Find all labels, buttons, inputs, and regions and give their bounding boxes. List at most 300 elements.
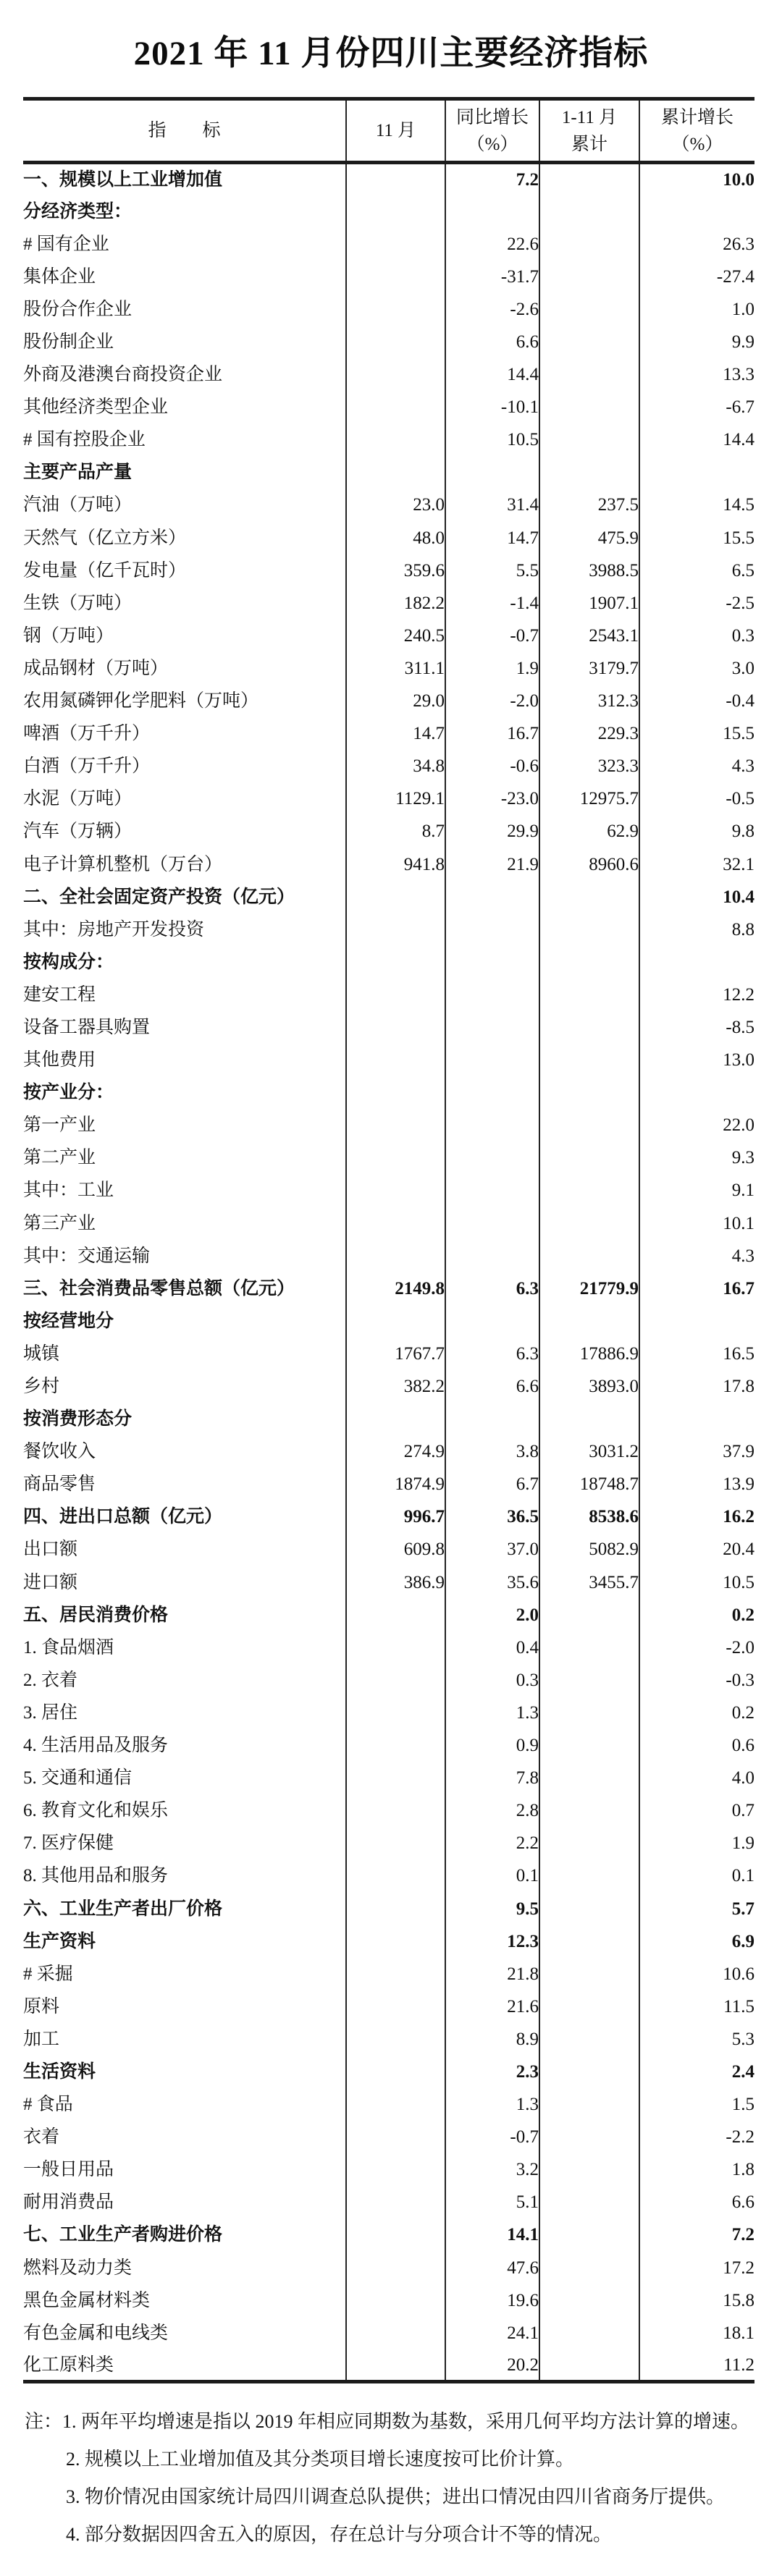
value-november [346,2023,445,2056]
page-title: 2021 年 11 月份四川主要经济指标 [133,35,649,72]
value-cumulative [539,2121,639,2153]
value-yoy-growth: 2.0 [445,1599,539,1631]
table-row [23,1794,754,1827]
value-cumulative [539,261,639,293]
header-indicator [23,99,346,163]
indicator-label: 按产业分： [23,1083,114,1103]
header-cumulative [539,99,639,163]
value-cumulative [539,1011,639,1044]
indicator-label: 其中：工业 [23,1181,114,1201]
value-cumulative-growth: 1.8 [639,2153,754,2186]
value-yoy-growth [445,946,539,979]
table-row [23,946,754,979]
value-november: 359.6 [346,554,445,587]
value-yoy-growth: 12.3 [445,1925,539,1958]
indicator-label: 五、居民消费价格 [23,1605,169,1625]
value-yoy-growth: 3.8 [445,1435,539,1468]
value-cumulative-growth [639,1403,754,1435]
value-cumulative: 5082.9 [539,1533,639,1566]
value-cumulative [539,1207,639,1240]
value-yoy-growth [445,1076,539,1109]
table-row [23,1403,754,1435]
header-cumulative-growth-line2: （%） [671,134,723,154]
value-november: 8.7 [346,815,445,848]
value-cumulative-growth: 17.8 [639,1370,754,1403]
value-yoy-growth [445,1174,539,1207]
indicator-label: 第二产业 [23,1148,96,1168]
value-november: 2149.8 [346,1272,445,1305]
table-row [23,2284,754,2317]
value-cumulative: 237.5 [539,489,639,521]
table-row [23,652,754,685]
value-cumulative [539,1794,639,1827]
value-cumulative-growth: 0.2 [639,1599,754,1631]
value-yoy-growth [445,1109,539,1141]
value-cumulative [539,163,639,195]
value-cumulative-growth: -0.5 [639,782,754,815]
value-november [346,228,445,261]
indicator-label: 化工原料类 [23,2355,114,2375]
value-yoy-growth: 0.4 [445,1631,539,1664]
header-november-label: 11 月 [375,121,416,140]
value-yoy-growth: 19.6 [445,2284,539,2317]
value-november [346,1664,445,1697]
value-cumulative-growth: 6.6 [639,2186,754,2218]
indicator-label: 天然气（亿立方米） [23,528,187,548]
value-yoy-growth: 14.7 [445,522,539,554]
value-yoy-growth: 2.3 [445,2056,539,2088]
indicator-label: 分经济类型： [23,201,133,221]
value-november: 311.1 [346,652,445,685]
note-item: 3. 物价情况由国家统计局四川调查总队提供；进出口情况由四川省商务厅提供。 [66,2486,726,2507]
value-yoy-growth: 14.1 [445,2218,539,2251]
value-cumulative-growth: 4.3 [639,750,754,782]
value-cumulative [539,881,639,913]
table-row [23,2056,754,2088]
indicator-label: 1. 食品烟酒 [23,1637,114,1657]
value-cumulative [539,1174,639,1207]
value-cumulative [539,1599,639,1631]
note-item: 4. 部分数据因四舍五入的原因，存在总计与分项合计不等的情况。 [66,2524,613,2545]
value-november [346,1044,445,1076]
indicator-label: 四、进出口总额（亿元） [23,1507,223,1527]
value-yoy-growth: 6.6 [445,1370,539,1403]
value-cumulative-growth: 37.9 [639,1435,754,1468]
value-yoy-growth [445,1403,539,1435]
value-cumulative [539,1403,639,1435]
value-november [346,1859,445,1892]
value-november [346,2349,445,2382]
value-cumulative-growth [639,946,754,979]
value-november [346,2121,445,2153]
value-yoy-growth: -2.6 [445,293,539,326]
indicator-label: 餐饮收入 [23,1442,96,1462]
value-yoy-growth: 10.5 [445,423,539,456]
table-row [23,261,754,293]
value-november [346,1599,445,1631]
table-row [23,1370,754,1403]
value-cumulative [539,2023,639,2056]
value-cumulative-growth: 5.7 [639,1892,754,1925]
indicator-label: 六、工业生产者出厂价格 [23,1899,223,1919]
value-yoy-growth: 1.3 [445,1697,539,1729]
value-cumulative-growth: 15.5 [639,522,754,554]
value-november [346,1403,445,1435]
table-row [23,2023,754,2056]
table-row [23,1011,754,1044]
value-november [346,2056,445,2088]
table-row [23,1174,754,1207]
value-cumulative-growth: 9.8 [639,815,754,848]
value-november [346,1697,445,1729]
value-yoy-growth: 36.5 [445,1500,539,1533]
value-november [346,1990,445,2023]
value-november [346,195,445,228]
indicator-label: 股份合作企业 [23,299,133,319]
value-cumulative-growth: -6.7 [639,391,754,423]
indicator-label: 其中：交通运输 [23,1246,151,1266]
value-cumulative-growth: 6.9 [639,1925,754,1958]
value-cumulative-growth: 5.3 [639,2023,754,2056]
value-cumulative-growth: 14.4 [639,423,754,456]
notes [25,2410,757,2561]
value-cumulative: 12975.7 [539,782,639,815]
value-november [346,1925,445,1958]
value-cumulative [539,2056,639,2088]
table-row [23,1141,754,1174]
value-november [346,1011,445,1044]
value-cumulative [539,2252,639,2284]
indicator-label: 啤酒（万千升） [23,724,151,744]
value-november [346,979,445,1011]
indicator-label: 钢（万吨） [23,625,114,646]
value-cumulative: 21779.9 [539,1272,639,1305]
value-november [346,163,445,195]
value-yoy-growth: 14.4 [445,358,539,391]
indicator-label: 股份制企业 [23,332,114,352]
indicator-label: 电子计算机整机（万台） [23,854,223,874]
value-yoy-growth: 31.4 [445,489,539,521]
value-november [346,2317,445,2349]
indicator-label: 6. 教育文化和娱乐 [23,1801,169,1821]
value-november [346,881,445,913]
value-november: 29.0 [346,685,445,717]
table-body [23,163,754,2382]
value-cumulative: 1907.1 [539,587,639,620]
value-cumulative [539,2088,639,2121]
value-cumulative-growth: -2.2 [639,2121,754,2153]
value-yoy-growth: -10.1 [445,391,539,423]
value-yoy-growth [445,456,539,489]
value-yoy-growth: 5.1 [445,2186,539,2218]
indicator-label: 7. 医疗保健 [23,1833,114,1854]
table-row [23,554,754,587]
indicator-label: 设备工器具购置 [23,1017,151,1037]
value-cumulative-growth: 6.5 [639,554,754,587]
value-cumulative [539,2317,639,2349]
indicator-label: 有色金属和电线类 [23,2323,169,2343]
indicator-label: 其他费用 [23,1050,96,1070]
table-row [23,848,754,880]
value-november [346,423,445,456]
value-cumulative-growth [639,1305,754,1338]
indicator-label: 加工 [23,2029,60,2049]
value-cumulative-growth [639,456,754,489]
table-row [23,2349,754,2382]
value-cumulative-growth: 8.8 [639,913,754,946]
value-yoy-growth: 2.2 [445,1827,539,1859]
indicators-table [23,97,754,2383]
value-yoy-growth: 20.2 [445,2349,539,2382]
value-yoy-growth: 21.8 [445,1958,539,1990]
table-row [23,717,754,750]
value-november [346,1076,445,1109]
value-cumulative [539,1892,639,1925]
header-november [346,99,445,163]
indicator-label: 七、工业生产者购进价格 [23,2225,223,2245]
value-yoy-growth: 1.9 [445,652,539,685]
value-cumulative-growth: 16.2 [639,1500,754,1533]
value-november: 48.0 [346,522,445,554]
value-yoy-growth [445,1240,539,1272]
indicator-label: 集体企业 [23,266,96,287]
table-row [23,1566,754,1599]
value-cumulative: 312.3 [539,685,639,717]
value-yoy-growth: -1.4 [445,587,539,620]
value-november [346,1762,445,1794]
value-yoy-growth: 0.1 [445,1859,539,1892]
value-cumulative-growth: 12.2 [639,979,754,1011]
value-cumulative [539,1240,639,1272]
header-yoy-growth [445,99,539,163]
value-yoy-growth: 24.1 [445,2317,539,2349]
value-yoy-growth [445,1044,539,1076]
value-cumulative [539,1859,639,1892]
table-row [23,391,754,423]
value-cumulative: 323.3 [539,750,639,782]
indicator-label: 按消费形态分 [23,1409,133,1430]
value-yoy-growth: 21.6 [445,1990,539,2023]
value-november: 274.9 [346,1435,445,1468]
value-cumulative-growth: 22.0 [639,1109,754,1141]
value-cumulative: 475.9 [539,522,639,554]
value-cumulative-growth: 1.5 [639,2088,754,2121]
value-yoy-growth [445,1305,539,1338]
table-row [23,2186,754,2218]
table-row [23,979,754,1011]
value-november [346,293,445,326]
value-november: 1767.7 [346,1338,445,1370]
indicator-label: 一、规模以上工业增加值 [23,169,223,190]
value-cumulative-growth: -2.0 [639,1631,754,1664]
value-cumulative-growth: -27.4 [639,261,754,293]
table-row [23,1990,754,2023]
value-november [346,326,445,358]
value-november: 996.7 [346,1500,445,1533]
indicator-label: 燃料及动力类 [23,2258,133,2278]
indicator-label: 白酒（万千升） [23,756,151,777]
value-november [346,391,445,423]
value-cumulative: 3893.0 [539,1370,639,1403]
value-november [346,2218,445,2251]
value-cumulative [539,195,639,228]
value-november [346,1141,445,1174]
value-cumulative [539,228,639,261]
value-cumulative [539,423,639,456]
value-november: 941.8 [346,848,445,880]
value-yoy-growth: 6.3 [445,1272,539,1305]
table-row [23,587,754,620]
header-cumulative-growth [639,99,754,163]
value-november [346,1958,445,1990]
table-row [23,1664,754,1697]
value-cumulative: 18748.7 [539,1468,639,1500]
value-cumulative [539,391,639,423]
header-cumulative-growth-line1: 累计增长 [660,107,733,127]
indicator-label: 4. 生活用品及服务 [23,1736,169,1756]
indicator-label: 按经营地分 [23,1311,114,1331]
table-row [23,2252,754,2284]
indicator-label: # 食品 [23,2095,73,2115]
value-cumulative [539,1664,639,1697]
value-cumulative [539,1076,639,1109]
table-row [23,782,754,815]
table-row [23,1631,754,1664]
value-november: 34.8 [346,750,445,782]
indicator-label: 商品零售 [23,1474,96,1495]
indicator-label: 三、社会消费品零售总额（亿元） [23,1278,295,1298]
value-november [346,1631,445,1664]
indicator-label: 2. 衣着 [23,1670,78,1690]
value-cumulative [539,2284,639,2317]
indicator-label: 发电量（亿千瓦时） [23,560,187,580]
value-yoy-growth [445,1011,539,1044]
indicator-label: 其他经济类型企业 [23,397,169,418]
indicator-label: 汽车（万辆） [23,822,133,842]
value-cumulative-growth: 9.9 [639,326,754,358]
value-november: 240.5 [346,620,445,652]
indicator-label: 原料 [23,1996,60,2017]
table-row [23,2317,754,2349]
value-november [346,2186,445,2218]
value-yoy-growth: -31.7 [445,261,539,293]
value-yoy-growth [445,1141,539,1174]
value-cumulative-growth: 32.1 [639,848,754,880]
table-row [23,1958,754,1990]
value-yoy-growth: 47.6 [445,2252,539,2284]
note-item: 注：1. 两年平均增速是指以 2019 年相应同期数为基数，采用几何平均方法计算的增速。 [25,2411,750,2432]
value-november [346,1207,445,1240]
value-cumulative-growth: 26.3 [639,228,754,261]
indicator-label: 乡村 [23,1377,60,1397]
table-row [23,815,754,848]
value-yoy-growth: 2.8 [445,1794,539,1827]
value-cumulative-growth: 13.3 [639,358,754,391]
value-november [346,2252,445,2284]
value-november [346,2284,445,2317]
value-cumulative [539,1109,639,1141]
value-november [346,1729,445,1762]
value-cumulative [539,1697,639,1729]
value-cumulative-growth: 18.1 [639,2317,754,2349]
table-row [23,195,754,228]
value-cumulative-growth: 1.0 [639,293,754,326]
value-cumulative-growth: 9.1 [639,1174,754,1207]
indicator-label: 其中：房地产开发投资 [23,919,205,939]
value-yoy-growth: -0.7 [445,620,539,652]
value-november: 1874.9 [346,1468,445,1500]
value-yoy-growth: 9.5 [445,1892,539,1925]
table-row [23,489,754,521]
value-cumulative [539,326,639,358]
value-cumulative: 3179.7 [539,652,639,685]
value-yoy-growth: 21.9 [445,848,539,880]
indicator-label: # 国有控股企业 [23,430,146,450]
value-cumulative-growth: 13.0 [639,1044,754,1076]
table-row [23,1240,754,1272]
value-yoy-growth: 6.3 [445,1338,539,1370]
value-yoy-growth: 5.5 [445,554,539,587]
table-row [23,228,754,261]
header-row [23,99,754,163]
value-yoy-growth: 22.6 [445,228,539,261]
value-november [346,913,445,946]
value-cumulative: 3031.2 [539,1435,639,1468]
value-cumulative-growth: -2.5 [639,587,754,620]
value-cumulative [539,1827,639,1859]
value-cumulative-growth: 10.1 [639,1207,754,1240]
value-november [346,456,445,489]
value-cumulative-growth: 10.6 [639,1958,754,1990]
value-cumulative [539,1044,639,1076]
table-row [23,1435,754,1468]
indicator-label: 进口额 [23,1572,78,1592]
value-cumulative: 2543.1 [539,620,639,652]
table-header [23,99,754,163]
value-cumulative-growth: 0.2 [639,1697,754,1729]
value-yoy-growth: 6.6 [445,326,539,358]
value-november [346,1794,445,1827]
table-row [23,1599,754,1631]
value-cumulative [539,2186,639,2218]
table-row [23,456,754,489]
table-row [23,1859,754,1892]
value-cumulative: 62.9 [539,815,639,848]
table-row [23,2218,754,2251]
value-yoy-growth: 1.3 [445,2088,539,2121]
table-row [23,163,754,195]
indicator-label: 一般日用品 [23,2160,114,2180]
table-row [23,2121,754,2153]
value-cumulative-growth: 0.6 [639,1729,754,1762]
value-cumulative [539,1762,639,1794]
table-row [23,2088,754,2121]
value-november [346,261,445,293]
value-november [346,1109,445,1141]
table-row [23,1827,754,1859]
table-row [23,1305,754,1338]
value-yoy-growth: 7.2 [445,163,539,195]
value-cumulative-growth: 2.4 [639,2056,754,2088]
value-cumulative [539,2349,639,2382]
value-cumulative-growth: -0.4 [639,685,754,717]
value-cumulative-growth: 13.9 [639,1468,754,1500]
value-cumulative [539,1141,639,1174]
indicator-label: 生铁（万吨） [23,593,133,613]
value-cumulative-growth: 0.1 [639,1859,754,1892]
table-row [23,1076,754,1109]
value-cumulative-growth: 0.7 [639,1794,754,1827]
